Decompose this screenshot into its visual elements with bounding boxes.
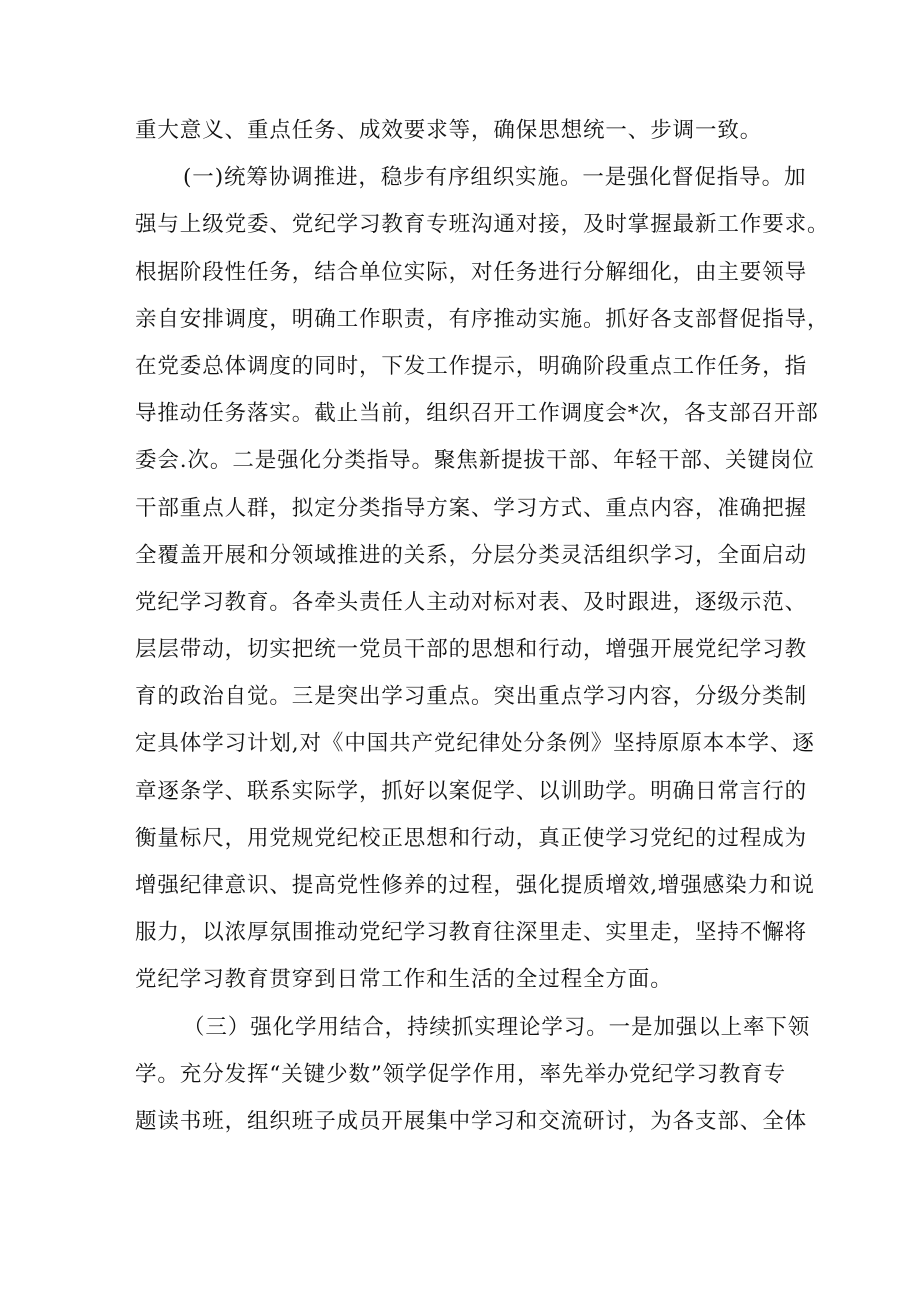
text-line: 重大意义、重点任务、成效要求等，确保思想统一、步调一致。 [135, 118, 763, 143]
text-line: 干部重点人群，拟定分类指导方案、学习方式、重点内容，准确把握 [135, 495, 808, 521]
text-line: 亲自安排调度，明确工作职责，有序推动实施。抓好各支部督促指导， [135, 306, 830, 332]
text-line: 根据阶段性任务，结合单位实际，对任务进行分解细化，由主要领导 [135, 259, 808, 285]
paragraph-start-line: (一)统筹协调推进，稳步有序组织实施。一是强化督促指导。加 [183, 165, 807, 191]
text-line: 章逐条学、联系实际学，抓好以案促学、以训助学。明确日常言行的 [135, 778, 808, 804]
text-line: 增强纪律意识、提高党性修养的过程，强化提质增效,增强感染力和说 [135, 873, 815, 898]
text-line: 层层带动，切实把统一党员干部的思想和行动，增强开展党纪学习教 [135, 637, 808, 663]
text-line: 强与上级党委、党纪学习教育专班沟通对接，及时掌握最新工作要求。 [135, 212, 830, 238]
document-body [135, 107, 830, 1145]
text-line: 在党委总体调度的同时，下发工作提示，明确阶段重点工作任务，指 [135, 353, 808, 379]
paragraph-start-line: （三）强化学用结合，持续抓实理论学习。一是加强以上率下领 [183, 1014, 811, 1040]
text-line: 题读书班，组织班子成员开展集中学习和交流研讨，为各支部、全体 [135, 1108, 808, 1134]
text-line: 学。充分发挥“关键少数”领学促学作用，率先举办党纪学习教育专 [135, 1061, 786, 1087]
text-line: 衡量标尺，用党规党纪校正思想和行动，真正使学习党纪的过程成为 [135, 825, 808, 851]
text-line: 党纪学习教育。各牵头责任人主动对标对表、及时跟进，逐级示范、 [135, 589, 808, 615]
text-line: 委会.次。二是强化分类指导。聚焦新提拔干部、年轻干部、关键岗位 [135, 448, 815, 474]
text-line: 全覆盖开展和分领域推进的关系，分层分类灵活组织学习，全面启动 [135, 542, 808, 568]
text-line: 服力，以浓厚氛围推动党纪学习教育往深里走、实里走，坚持不懈将 [135, 920, 808, 946]
text-line: 导推动任务落实。截止当前，组织召开工作调度会*次，各支部召开部 [135, 401, 819, 427]
text-line: 党纪学习教育贯穿到日常工作和生活的全过程全方面。 [135, 967, 673, 993]
text-line: 定具体学习计划,对《中国共产党纪律处分条例》坚持原原本本学、逐 [135, 731, 815, 757]
text-line: 育的政治自觉。三是突出学习重点。突出重点学习内容，分级分类制 [135, 684, 808, 710]
